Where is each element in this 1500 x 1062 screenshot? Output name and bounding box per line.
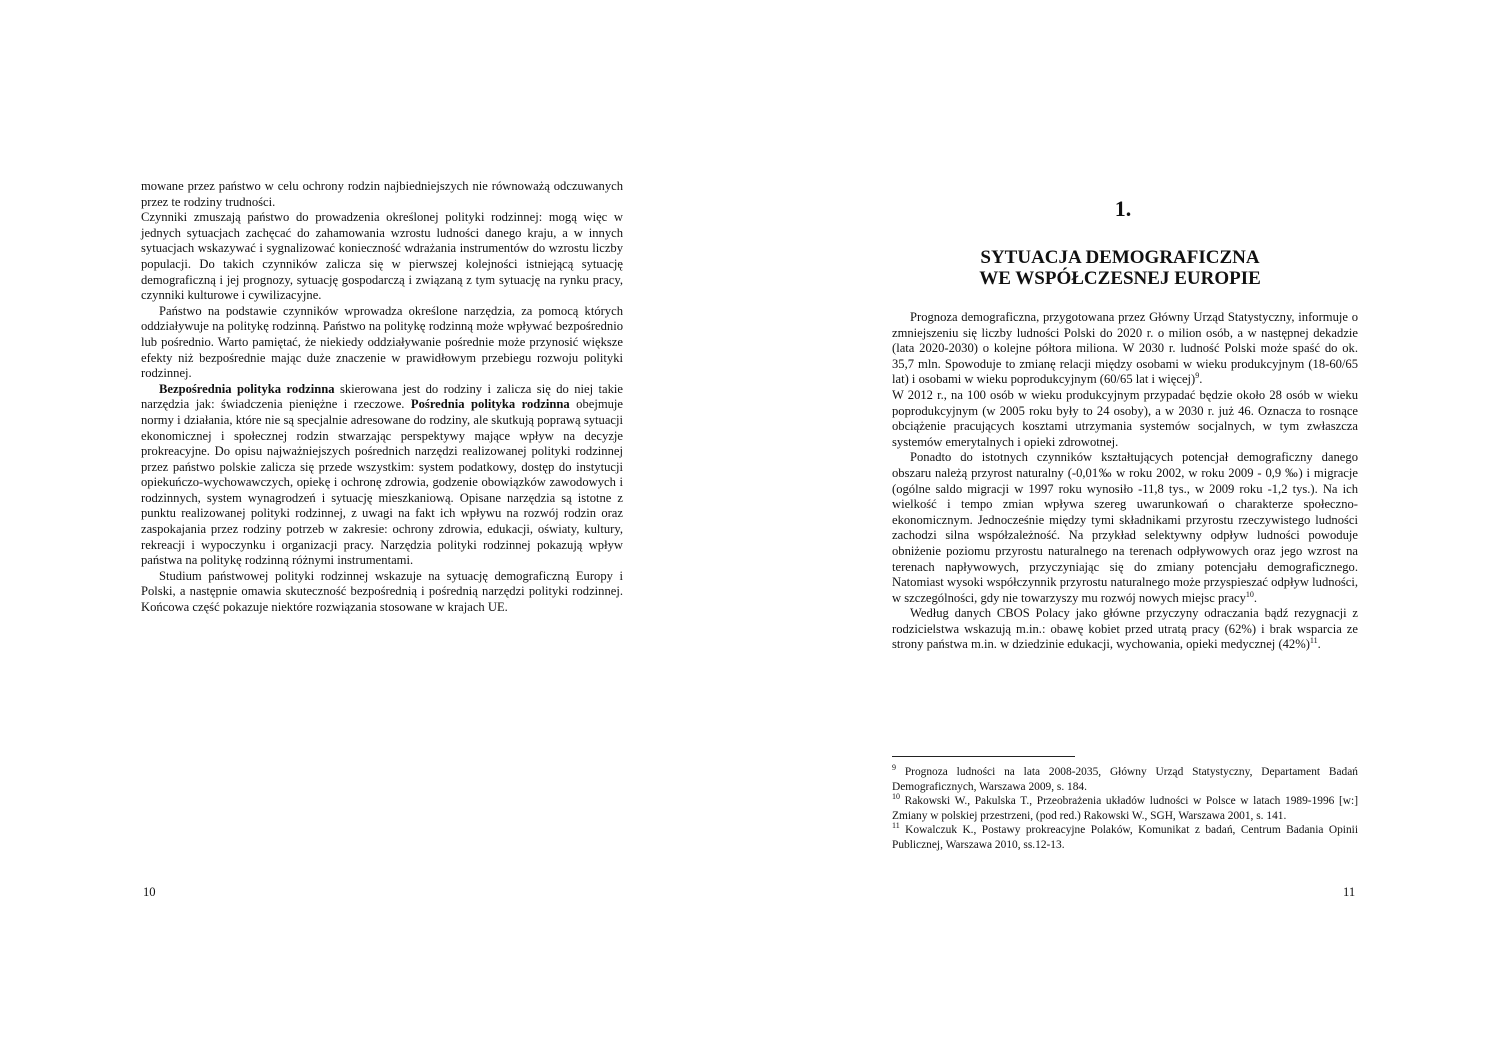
left-body-text [141, 179, 623, 616]
text-run: mowane przez państwo w celu ochrony rodzin najbiedniejszych nie równoważą odczuwanych przez te rodziny trudności. [141, 179, 623, 209]
text-run: Prognoza demograficzna, przygotowana przez Główny Urząd Statystyczny, informuje o zmniejszeniu się liczby ludności Polski do 2020 r. o milion osób, a w następnej dekadzie (lata 2020-2030) o kolejne półtora miliona. W 2030 r. ludność Polski może spaść do ok. 35,7 mln. Spowoduje to zmianę relacji między osobami w wieku produkcyjnym (18-60/65 lat) i osobami w wieku poprodukcyjnym (60/65 lat i więcej) [892, 310, 1358, 387]
left-paragraph [141, 382, 623, 569]
bold-term: Pośrednia polityka rodzinna [410, 397, 570, 412]
text-run: obejmuje normy i działania, które nie są specjalnie adresowane do rodziny, ale skutkują poprawą sytuacji ekonomicznej i społecznej rodzin stwarzając perspektywy mające wpływ na decyzje prokreacyjne. Do opisu najważniejszych pośrednich narzędzi realizowanej polityki rodzinnej przez państwo polskie zalicza się przede wszystkim: system podatkowy, dostęp do instytucji opiekuńczo-wychowawczych, opiekę i ochronę zdrowia, godzenie obowiązków zawodowych i rodzinnych, system wynagrodzeń i sytuację mieszkaniową. Opisane narzędzia są istotne z punktu realizowanej polityki rodzinnej, z uwagi na fakt ich wpływu na rozwój rodzin oraz zaspokajania przez rodziny potrzeb w zakresie: ochrony zdrowia, edukacji, oświaty, kultury, rekreacji i wypoczynku i organizacji pracy. Narzędzia polityki rodzinnej pokazują wpływ państwa na politykę rodzinną różnymi instrumentami. [141, 397, 624, 568]
footnotes [892, 765, 1358, 853]
footnote-text: Prognoza ludności na lata 2008-2035, Główny Urząd Statystyczny, Departament Badań Demograficznych, Warszawa 2009, s. 184. [892, 766, 1358, 793]
footnote-number: 10 [892, 792, 900, 802]
footnote-number: 9 [892, 763, 896, 773]
left-paragraph [141, 179, 623, 210]
footnote-divider [892, 756, 1075, 757]
footnote-item [892, 823, 1358, 852]
text-run: . [1199, 372, 1203, 387]
text-run: . [1317, 637, 1321, 652]
text-run: Ponadto do istotnych czynników kształtujących potencjał demograficzny danego obszaru należą przyrost naturalny (-0,01‰ w roku 2002, w roku 2009 - 0,9 ‰) i migracje (ogólne saldo migracji w 1997 roku wynosiło -11,8 tys., w 2009 roku -1,2 tys.). Na ich wielkość i tempo zmian wpływa szereg uwarunkowań o charakterze społeczno-ekonomicznym. Jednocześnie między tymi składnikami przyrostu rzeczywistego ludności zachodzi silna współzależność. Na przykład selektywny odpływ ludności powoduje obniżenie poziomu przyrostu naturalnego na terenach odpływowych oraz jego wzrost na terenach napływowych, przyczyniając się do zmiany potencjału demograficznego. Natomiast wysoki współczynnik przyrostu naturalnego może przyspieszać odpływ ludności, w szczególności, gdy nie towarzyszy mu rozwój nowych miejsc pracy [892, 450, 1358, 605]
footnote-ref: 10 [1245, 589, 1254, 599]
right-paragraph [892, 388, 1358, 450]
right-page [750, 0, 1500, 1062]
right-paragraph [892, 310, 1358, 388]
right-paragraph [892, 450, 1358, 606]
footnote-ref: 9 [1195, 371, 1200, 381]
text-run: Studium państwowej polityki rodzinnej wskazuje na sytuację demograficzną Europy i Polski, a następnie omawia skuteczność bezpośrednią i pośrednią narzędzi polityki rodzinnej. Końcowa część pokazuje niektóre rozwiązania stosowane w krajach UE. [141, 568, 623, 615]
text-run: Czynniki zmuszają państwo do prowadzenia określonej polityki rodzinnej: mogą więc w jednych sytuacjach zachęcać do zahamowania wzrostu ludności danego kraju, a w innych sytuacjach wskazywać i sygnalizować konieczność wdrażania instrumentów do wzrostu liczby populacji. Do takich czynników zalicza się w pierwszej kolejności istniejącą sytuację demograficzną i jej prognozy, sytuację gospodarczą i związaną z tym sytuację na rynku pracy, czynniki kulturowe i cywilizacyjne. [141, 210, 623, 303]
footnote-number: 11 [892, 821, 900, 831]
bold-term: Bezpośrednia polityka rodzinna [159, 381, 335, 396]
footnote-text: Rakowski W., Pakulska T., Przeobrażenia układów ludności w Polsce w latach 1989-1996 [w:] Zmiany w polskiej przestrzeni, (pod red.) Rakowski W., SGH, Warszawa 2001, s. 141. [892, 795, 1358, 822]
text-run: W 2012 r., na 100 osób w wieku produkcyjnym przypadać będzie około 28 osób w wieku poprodukcyjnym (w 2005 roku były to 24 osoby), a w 2030 r. już 46. Oznacza to rosnące obciążenie pracujących kosztami utrzymania systemów socjalnych, w tym zwłaszcza systemów emerytalnych i opieki zdrowotnej. [892, 387, 1358, 449]
chapter-title-line-2: WE WSPÓŁCZESNEJ EUROPIE [979, 268, 1261, 289]
left-paragraph [141, 569, 623, 616]
text-run: Według danych CBOS Polacy jako główne przyczyny odraczania bądź rezygnacji z rodzicielstwa wskazują m.in.: obawę kobiet przed utratą pracy (62%) i brak wsparcia ze strony państwa m.in. w dziedzinie edukacji, wychowania, opieki medycznej (42%) [892, 606, 1358, 652]
right-body-text [892, 310, 1358, 653]
chapter-title-line-1: SYTUACJA DEMOGRAFICZNA [980, 247, 1260, 268]
right-paragraph [892, 606, 1358, 653]
footnote-item [892, 794, 1358, 823]
footnote-ref: 11 [1309, 636, 1318, 646]
footnote-text: Kowalczuk K., Postawy prokreacyjne Polaków, Komunikat z badań, Centrum Badania Opinii Publicznej, Warszawa 2010, ss.12-13. [892, 824, 1358, 851]
page-number-left: 10 [143, 885, 156, 899]
chapter-title [810, 247, 1430, 289]
chapter-number: 1. [1114, 196, 1132, 221]
left-paragraph [141, 210, 623, 304]
text-run: skierowana jest do rodziny i zalicza się do niej takie narzędzia jak: świadczenia pieniężne i rzeczowe. [141, 381, 623, 412]
footnote-item [892, 765, 1358, 794]
text-run: . [1253, 590, 1258, 605]
left-paragraph [141, 304, 623, 382]
text-run: Państwo na podstawie czynników wprowadza określone narzędzia, za pomocą których oddziaływuje na politykę rodzinną. Państwo na politykę rodzinną może wpływać bezpośrednio lub pośrednio. Warto pamiętać, że niekiedy oddziaływanie pośrednie może przynosić większe efekty niż bezpośrednie mając duże znaczenie w prawidłowym przebiegu rozwoju polityki rodzinnej. [141, 303, 623, 381]
page-number-right: 11 [1343, 885, 1356, 899]
